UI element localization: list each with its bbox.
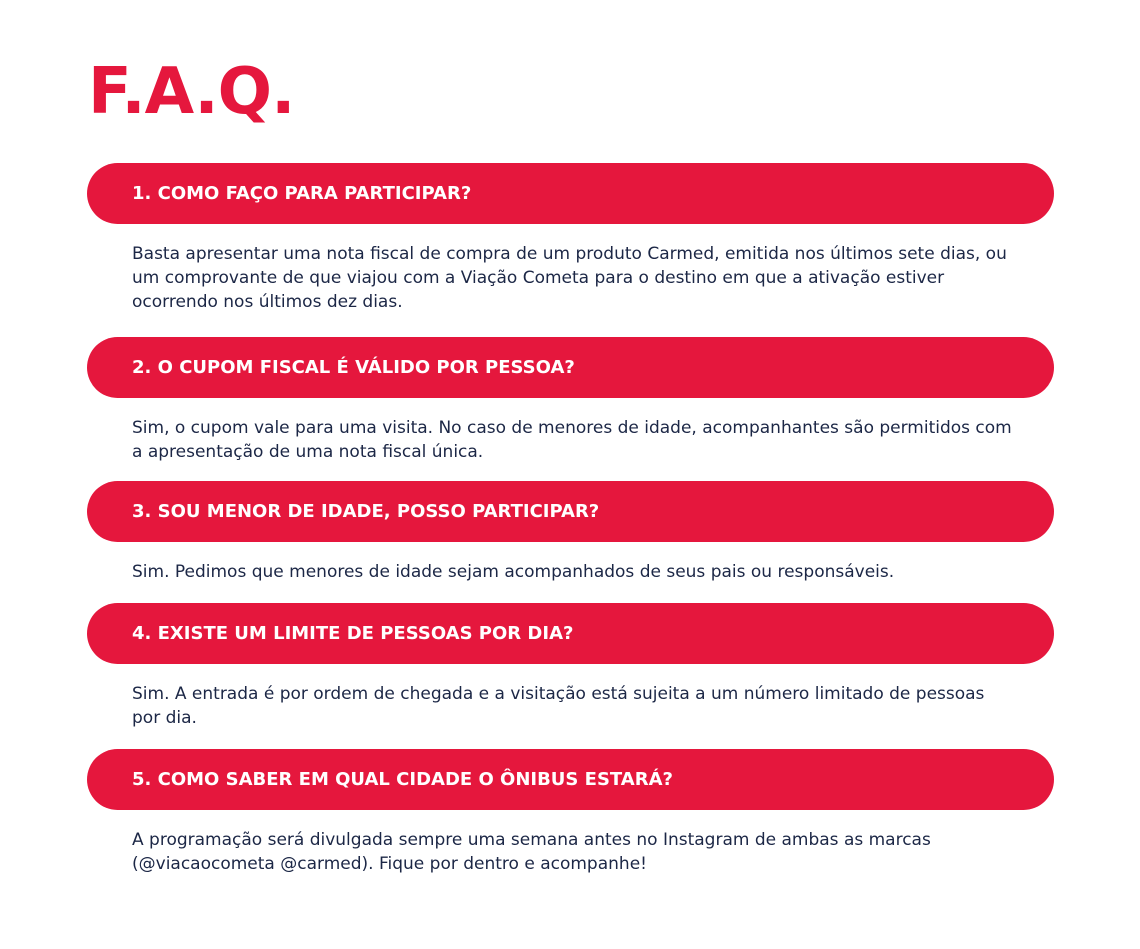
faq-answer-1: Basta apresentar uma nota fiscal de compra de um produto Carmed, emitida nos últimos sete dias, ou um comprovante de que viajou com a Viação Cometa para o destino em que a ativação estiver ocorrendo nos últimos dez dias.	[132, 244, 1007, 312]
faq-item-5	[87, 749, 1054, 876]
faq-item-2	[87, 337, 1054, 464]
faq-answer-5: A programação será divulgada sempre uma semana antes no Instagram de ambas as marcas (@viacaocometa @carmed). Fique por dentro e acompanhe!	[132, 830, 931, 874]
faq-answer-4: Sim. A entrada é por ordem de chegada e a visitação está sujeita a um número limitado de pessoas por dia.	[132, 684, 985, 728]
faq-answer-2: Sim, o cupom vale para uma visita. No caso de menores de idade, acompanhantes são permitidos com a apresentação de uma nota fiscal única.	[132, 418, 1012, 462]
faq-question-4[interactable]: 4. EXISTE UM LIMITE DE PESSOAS POR DIA?	[87, 603, 1054, 664]
faq-answer-3: Sim. Pedimos que menores de idade sejam acompanhados de seus pais ou responsáveis.	[132, 562, 895, 582]
faq-question-1[interactable]: 1. COMO FAÇO PARA PARTICIPAR?	[87, 163, 1054, 224]
faq-item-4	[87, 603, 1054, 730]
faq-question-5[interactable]: 5. COMO SABER EM QUAL CIDADE O ÔNIBUS ESTARÁ?	[87, 749, 1054, 810]
faq-item-3	[87, 481, 1054, 584]
faq-question-2[interactable]: 2. O CUPOM FISCAL É VÁLIDO POR PESSOA?	[87, 337, 1054, 398]
faq-item-1	[87, 163, 1054, 314]
faq-question-3[interactable]: 3. SOU MENOR DE IDADE, POSSO PARTICIPAR?	[87, 481, 1054, 542]
page-title: F.A.Q.	[88, 55, 295, 129]
